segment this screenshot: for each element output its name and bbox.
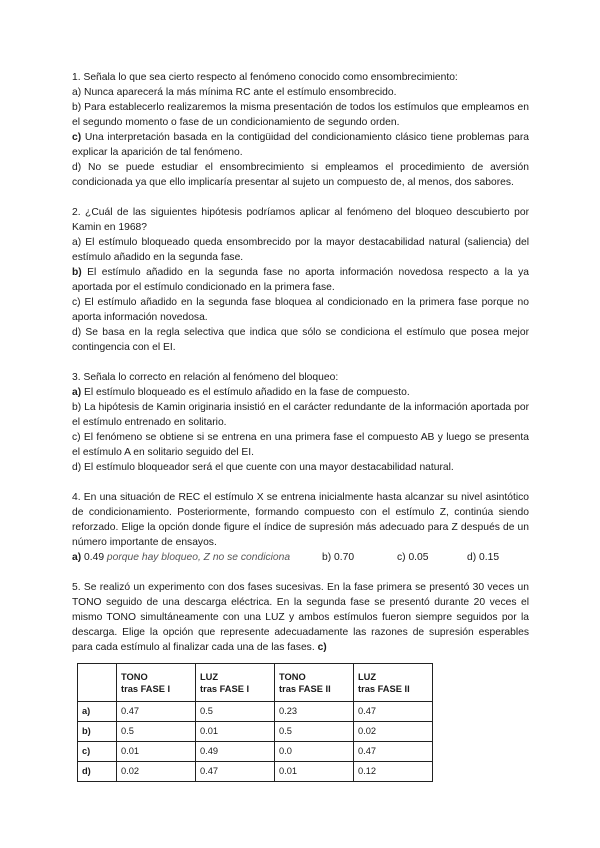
option-text: Una interpretación basada en la contigüidad del condicionamiento clásico tiene problemas para explicar la aparición de tal fenómeno. bbox=[72, 132, 529, 158]
option-d: d) No se puede estudiar el ensombrecimiento si empleamos el procedimiento de aversión condicionada ya que ello implicaría presentar al sujeto un compuesto de, al menos, dos sabores. bbox=[72, 162, 529, 188]
table-cell: 0.5 bbox=[117, 722, 196, 742]
option-text: 0.49 bbox=[81, 552, 105, 563]
column-header bbox=[117, 664, 196, 702]
option-d: d) Se basa en la regla selectiva que indica que sólo se condiciona el estímulo que posea mejor contingencia con el EI. bbox=[72, 327, 529, 353]
header-line-2: tras FASE I bbox=[200, 683, 250, 694]
option-b bbox=[72, 265, 529, 295]
table-cell: 0.47 bbox=[117, 702, 196, 722]
table-row bbox=[78, 722, 433, 742]
option-d: d) 0.15 bbox=[467, 552, 500, 563]
stem-text: 5. Se realizó un experimento con dos fases sucesivas. En la fase primera se presentó 30 veces un TONO seguido de una descarga eléctrica. En la segunda fase se presentó durante 20 veces el mismo TONO simultáneamente con una LUZ y ambos estímulos fueron siempre seguidos por la descarga. Elige la opción que represente adecuadamente las razones de supresión esperables para cada estímulo al finalizar cada una de las fases. bbox=[72, 582, 529, 653]
table-body bbox=[78, 702, 433, 782]
table-header-row bbox=[78, 664, 433, 702]
options-row bbox=[72, 550, 529, 565]
header-line-1: LUZ bbox=[358, 671, 377, 682]
question-stem: 2. ¿Cuál de las siguientes hipótesis podríamos aplicar al fenómeno del bloqueo descubierto por Kamin en 1968? bbox=[72, 207, 529, 233]
option-b: b) 0.70 bbox=[322, 552, 355, 563]
column-header bbox=[354, 664, 433, 702]
question-4 bbox=[72, 490, 529, 565]
table-cell: 0.49 bbox=[196, 742, 275, 762]
correct-option-letter: a) bbox=[72, 552, 82, 563]
question-stem: 4. En una situación de REC el estímulo X se entrena inicialmente hasta alcanzar su nivel asintótico de condicionamiento. Posteriormente, formando compuesto con el estímulo Z, continúa siendo reforzado. Elige la opción donde figure el índice de supresión más adecuado para Z después de un número importante de ensayos. bbox=[72, 492, 529, 548]
option-a: a) El estímulo bloqueado queda ensombrecido por la mayor destacabilidad natural (saliencia) del estímulo añadido en la segunda fase. bbox=[72, 237, 529, 263]
row-label: c) bbox=[78, 742, 117, 762]
question-stem: 3. Señala lo correcto en relación al fenómeno del bloqueo: bbox=[72, 372, 339, 383]
question-2 bbox=[72, 205, 529, 355]
table-cell: 0.12 bbox=[354, 762, 433, 782]
row-label: d) bbox=[78, 762, 117, 782]
answer-letter: c) bbox=[314, 642, 327, 653]
header-line-2: tras FASE I bbox=[121, 683, 171, 694]
question-5 bbox=[72, 580, 529, 782]
option-c bbox=[72, 130, 529, 160]
table-cell: 0.01 bbox=[196, 722, 275, 742]
option-c: c) El fenómeno se obtiene si se entrena en una primera fase el compuesto AB y luego se presenta el estímulo A en solitario seguido del EI. bbox=[72, 432, 529, 458]
correct-option-letter: a) bbox=[72, 387, 82, 398]
option-b: b) La hipótesis de Kamin originaria insistió en el carácter redundante de la información aportada por el estímulo entrenado en solitario. bbox=[72, 402, 529, 428]
question-1 bbox=[72, 70, 529, 190]
table-cell: 0.02 bbox=[117, 762, 196, 782]
table-row bbox=[78, 762, 433, 782]
table-cell: 0.5 bbox=[196, 702, 275, 722]
correct-option-letter: b) bbox=[72, 267, 82, 278]
question-stem bbox=[72, 580, 529, 655]
header-line-1: TONO bbox=[279, 671, 306, 682]
row-label: a) bbox=[78, 702, 117, 722]
header-line-2: tras FASE II bbox=[358, 683, 410, 694]
correct-option-letter: c) bbox=[72, 132, 82, 143]
table-cell: 0.47 bbox=[196, 762, 275, 782]
option-d: d) El estímulo bloqueador será el que cuente con una mayor destacabilidad natural. bbox=[72, 462, 454, 473]
table-row bbox=[78, 702, 433, 722]
option-c: c) 0.05 bbox=[397, 552, 429, 563]
table-cell: 0.47 bbox=[354, 702, 433, 722]
table-cell: 0.02 bbox=[354, 722, 433, 742]
header-line-1: LUZ bbox=[200, 671, 219, 682]
option-b: b) Para establecerlo realizaremos la misma presentación de todos los estímulos que empleamos en el segundo momento o fase de un condicionamiento de segundo orden. bbox=[72, 102, 529, 128]
column-header bbox=[275, 664, 354, 702]
table-cell: 0.01 bbox=[275, 762, 354, 782]
question-3 bbox=[72, 370, 529, 475]
option-a bbox=[72, 550, 322, 565]
table-row bbox=[78, 742, 433, 762]
suppression-table bbox=[77, 663, 433, 782]
column-header bbox=[196, 664, 275, 702]
corner-cell bbox=[78, 664, 117, 702]
header-line-2: tras FASE II bbox=[279, 683, 331, 694]
exam-page bbox=[72, 70, 529, 782]
option-a bbox=[72, 385, 529, 400]
option-c: c) El estímulo añadido en la segunda fase bloquea al condicionado en la primera fase porque no aporta información novedosa. bbox=[72, 297, 529, 323]
table-cell: 0.0 bbox=[275, 742, 354, 762]
table-cell: 0.5 bbox=[275, 722, 354, 742]
question-stem: 1. Señala lo que sea cierto respecto al fenómeno conocido como ensombrecimiento: bbox=[72, 72, 458, 83]
option-text: El estímulo bloqueado es el estímulo añadido en la fase de compuesto. bbox=[81, 387, 410, 398]
answer-note: porque hay bloqueo, Z no se condiciona bbox=[104, 552, 291, 563]
table-cell: 0.47 bbox=[354, 742, 433, 762]
row-label: b) bbox=[78, 722, 117, 742]
table-cell: 0.23 bbox=[275, 702, 354, 722]
option-a: a) Nunca aparecerá la más mínima RC ante el estímulo ensombrecido. bbox=[72, 87, 397, 98]
table-cell: 0.01 bbox=[117, 742, 196, 762]
option-text: El estímulo añadido en la segunda fase no aporta información novedosa respecto a la ya aportada por el estímulo condicionado en la primera fase. bbox=[72, 267, 529, 293]
header-line-1: TONO bbox=[121, 671, 148, 682]
